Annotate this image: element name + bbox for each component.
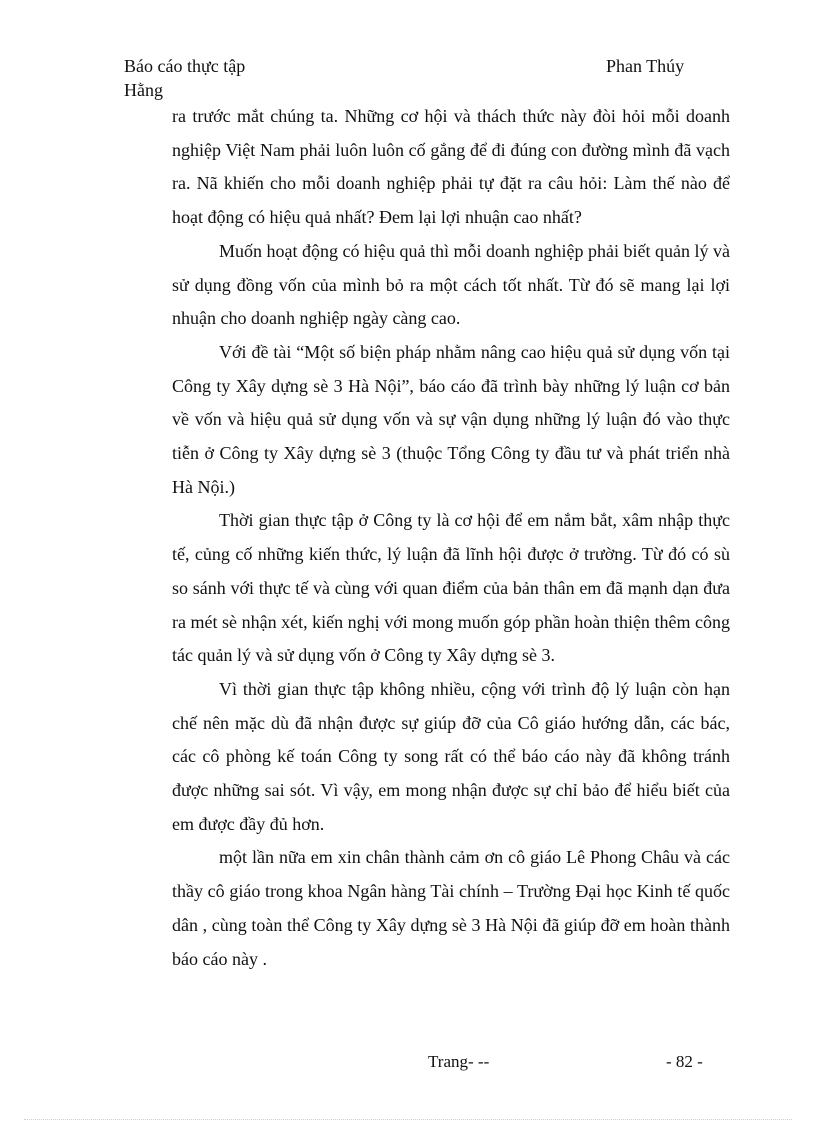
paragraph-1: ra trước mắt chúng ta. Những cơ hội và thách thức này đòi hỏi mỗi doanh nghiệp Việt Nam phải luôn luôn cố gắng để đi đúng con đường mình đã vạch ra. Nã khiến cho mỗi doanh nghiệp phải tự đặt ra câu hỏi: Làm thế nào để hoạt động có hiệu quả nhất? Đem lại lợi nhuận cao nhất? (172, 106, 730, 228)
paragraph-3: Với đề tài “Một số biện pháp nhằm nâng cao hiệu quả sử dụng vốn tại Công ty Xây dựng sè 3 Hà Nội”, báo cáo đã trình bày những lý luận cơ bản về vốn và hiệu quả sử dụng vốn và sự vận dụng những lý luận đó vào thực tiễn ở Công ty Xây dựng sè 3 (thuộc Tổng Công ty đầu tư và phát triển nhà Hà Nội.) (172, 341, 730, 497)
paragraph-5: Vì thời gian thực tập không nhiều, cộng với trình độ lý luận còn hạn chế nên mặc dù đã nhận được sự giúp đỡ của Cô giáo hướng dẫn, các bác, các cô phòng kế toán Công ty song rất có thể báo cáo này đã không tránh được những sai sót. Vì vậy, em mong nhận được sự chỉ bảo để hiểu biết của em được đầy đủ hơn. (172, 678, 730, 834)
paragraph-4: Thời gian thực tập ở Công ty là cơ hội để em nắm bắt, xâm nhập thực tế, củng cố những kiến thức, lý luận đã lĩnh hội được ở trường. Từ đó có sù so sánh với thực tế và cùng với quan điểm của bản thân em đã mạnh dạn đưa ra mét sè nhận xét, kiến nghị với mong muốn góp phần hoàn thiện thêm công tác quản lý và sử dụng vốn ở Công ty Xây dựng sè 3. (172, 510, 730, 666)
header-report-title: Báo cáo thực tập (124, 56, 246, 76)
footer-page-number: - 82 - (666, 1052, 703, 1071)
header-left (124, 54, 284, 102)
header-author-surname-continued: Hằng (124, 80, 163, 100)
paragraph-6: một lần nữa em xin chân thành cảm ơn cô giáo Lê Phong Châu và các thầy cô giáo trong khoa Ngân hàng Tài chính – Trường Đại học Kinh tế quốc dân , cùng toàn thể Công ty Xây dựng sè 3 Hà Nội đã giúp đỡ em hoàn thành báo cáo này . (172, 847, 730, 969)
paragraph-2: Muốn hoạt động có hiệu quả thì mỗi doanh nghiệp phải biết quản lý và sử dụng đồng vốn của mình bỏ ra một cách tốt nhất. Từ đó sẽ mang lại lợi nhuận cho doanh nghiệp ngày càng cao. (172, 240, 730, 329)
footer-page-label: Trang- -- (428, 1052, 490, 1071)
header-author-name: Phan Thúy (606, 56, 685, 76)
body-text (172, 100, 730, 976)
page-bottom-divider (24, 1119, 792, 1120)
